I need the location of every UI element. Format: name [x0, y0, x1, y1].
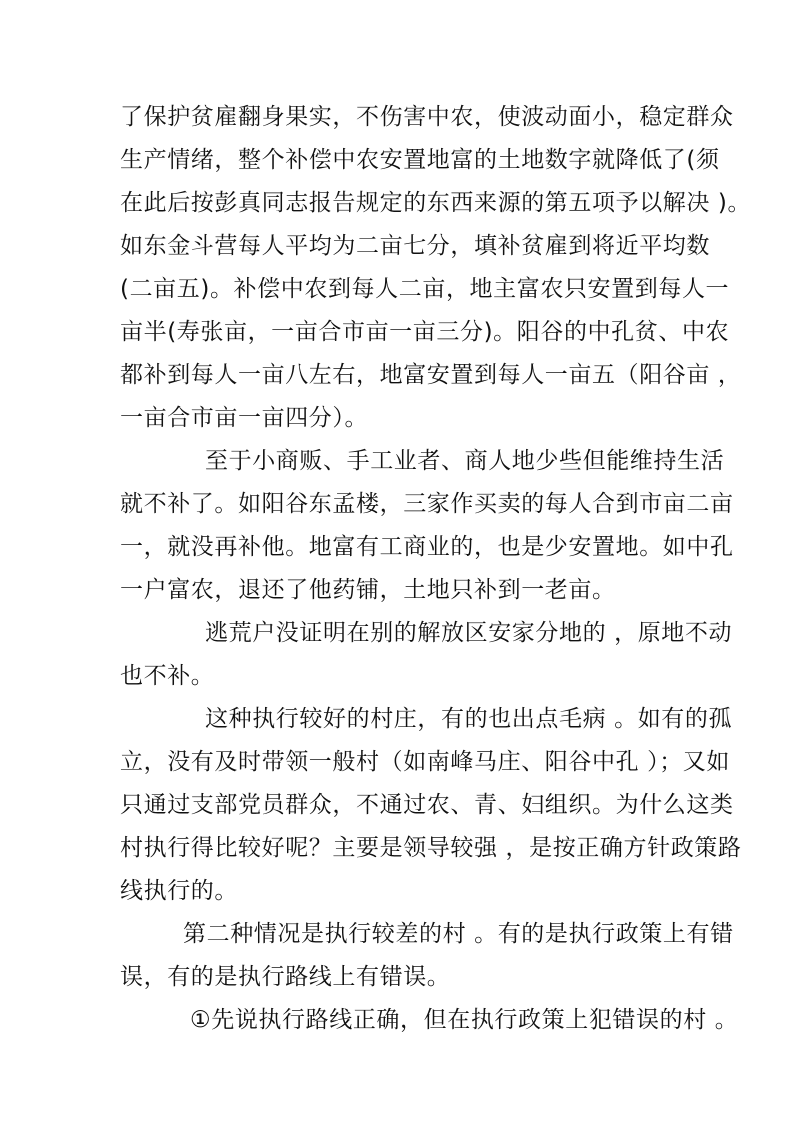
paragraph-3-first-line: 逃荒户没证明在别的解放区安家分地的 ，原地不动: [205, 620, 733, 646]
text-line-17: 只通过支部党员群众，不通过农、青、妇组织。为什么这类: [120, 792, 734, 818]
paragraph-5-first-line: 第二种情况是执行较差的村 。有的是执行政策上有错: [183, 921, 734, 947]
paragraph-4-first-line: 这种执行较好的村庄，有的也出点毛病 。如有的孤: [205, 706, 733, 732]
text-line-6: 亩半(寿张亩，一亩合市亩一亩三分)。阳谷的中孔贫、中农: [120, 319, 730, 345]
text-line-2: 生产情绪，整个补偿中农安置地富的土地数字就降低了(须: [120, 147, 720, 173]
text-line-3: 在此后按彭真同志报告规定的东西来源的第五项予以解决 )。: [120, 190, 752, 216]
text-line-14: 也不补。: [120, 663, 215, 689]
text-line-4: 如东金斗营每人平均为二亩七分，填补贫雇到将近平均数: [120, 233, 710, 259]
text-line-1: 了保护贫雇翻身果实，不伤害中农，使波动面小，稳定群众: [120, 104, 734, 130]
text-line-18: 村执行得比较好呢？主要是领导较强 ，是按正确方针政策路: [120, 835, 742, 861]
text-line-21: 误，有的是执行路线上有错误。: [120, 964, 451, 990]
text-line-19: 线执行的。: [120, 878, 238, 904]
text-line-5: (二亩五)。补偿中农到每人二亩，地主富农只安置到每人一: [120, 276, 730, 302]
text-line-11: 一，就没再补他。地富有工商业的，也是少安置地。如中孔: [120, 534, 734, 560]
paragraph-2-first-line: 至于小商贩、手工业者、商人地少些但能维持生活: [205, 448, 725, 474]
text-line-7: 都补到每人一亩八左右，地富安置到每人一亩五（阳谷亩 ，: [120, 362, 742, 388]
text-line-12: 一户富农，退还了他药铺，土地只补到一老亩。: [120, 577, 616, 603]
numbered-item-1: ①先说执行路线正确，但在执行政策上犯错误的村 。: [190, 1007, 739, 1033]
text-line-16: 立，没有及时带领一般村（如南峰马庄、阳谷中孔 ）；又如: [120, 749, 731, 775]
text-line-10: 就不补了。如阳谷东孟楼，三家作买卖的每人合到市亩二亩: [120, 491, 734, 517]
text-line-8: 一亩合市亩一亩四分）。: [120, 405, 369, 431]
